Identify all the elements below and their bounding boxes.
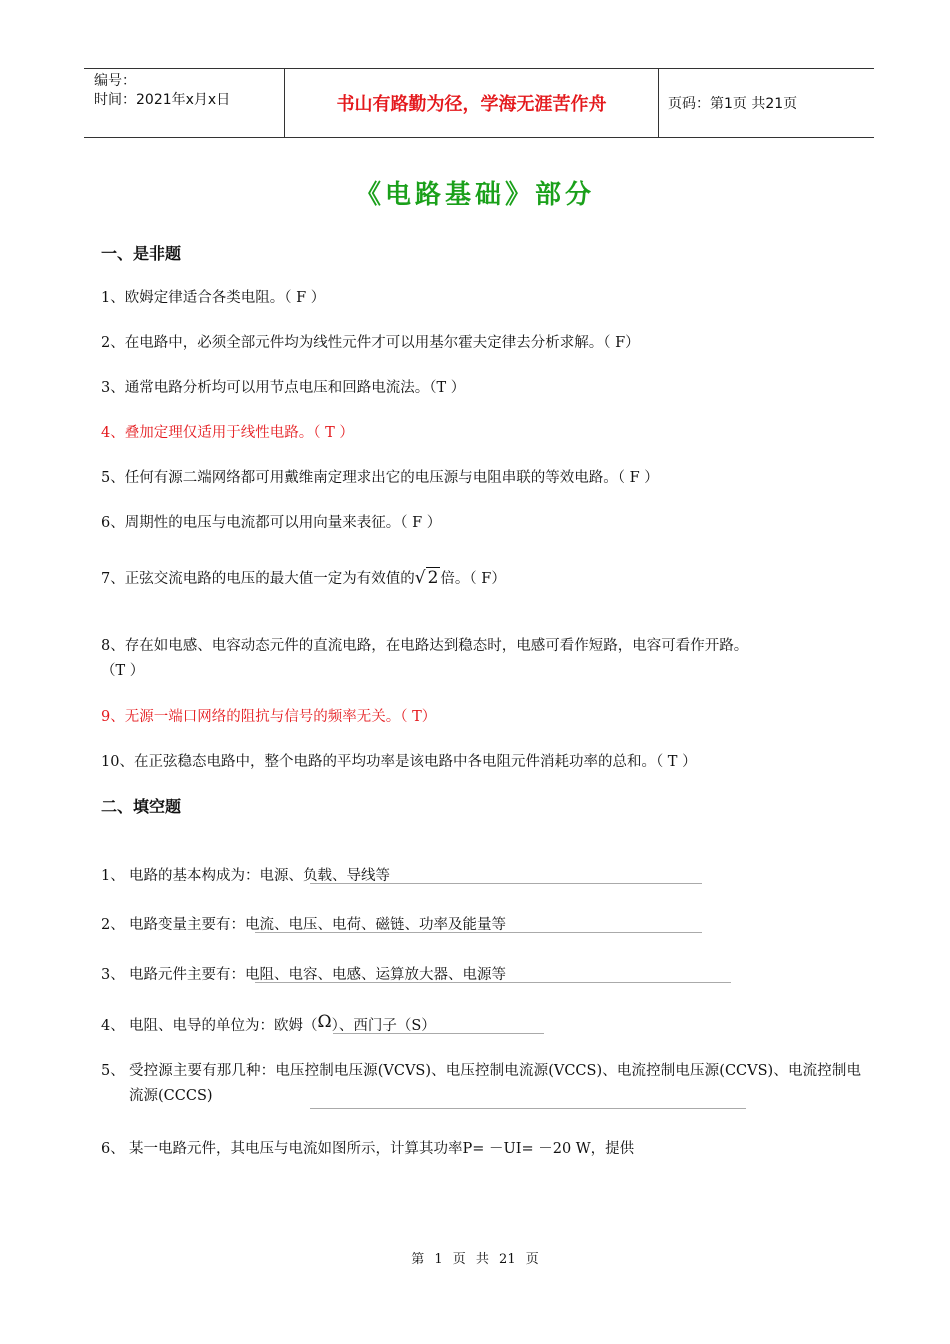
- tf-item-8-line2: （T ）: [101, 663, 145, 679]
- answer-underline: [255, 932, 702, 933]
- section-heading-fill-blank: 二、填空题: [101, 797, 182, 816]
- sqrt-symbol: √ 2: [414, 568, 439, 588]
- tf-item-5: 5、任何有源二端网络都可用戴维南定理求出它的电压源与电阻串联的等效电路。（ F ）: [101, 470, 659, 486]
- tf-item-8-line1: 8、存在如电感、电容动态元件的直流电路，在电路达到稳态时，电感可看作短路，电容可看作开路。: [101, 638, 749, 654]
- fill-item-4-text-a: 电阻、电导的单位为：欧姆（: [129, 1018, 318, 1034]
- answer-underline: [310, 1108, 746, 1109]
- fill-item-4-text-b: ）、西门子（S）: [331, 1018, 436, 1034]
- tf-item-2: 2、在电路中，必须全部元件均为线性元件才可以用基尔霍夫定律去分析求解。（ F）: [101, 335, 640, 351]
- tf-item-4: 4、叠加定理仅适用于线性电路。（ T ）: [101, 425, 354, 441]
- tf-item-6: 6、周期性的电压与电流都可以用向量来表征。（ F ）: [101, 515, 442, 531]
- document-title: 《电路基础》部分: [354, 180, 595, 210]
- fill-item-1-number: 1、: [101, 868, 125, 884]
- fill-item-5-number: 5、: [101, 1063, 125, 1079]
- fill-item-2-number: 2、: [101, 917, 125, 933]
- answer-underline: [255, 982, 731, 983]
- fill-item-4-number: 4、: [101, 1018, 125, 1034]
- header-motto: 书山有路勤为径，学海无涯苦作舟: [285, 69, 659, 137]
- omega-symbol: Ω: [317, 1012, 332, 1032]
- tf-item-3: 3、通常电路分析均可以用节点电压和回路电流法。（T ）: [101, 380, 466, 396]
- tf-item-10: 10、在正弦稳态电路中，整个电路的平均功率是该电路中各电阻元件消耗功率的总和。（ T ）: [101, 754, 697, 770]
- fill-item-2-text: 电路变量主要有：电流、电压、电荷、磁链、功率及能量等: [129, 917, 506, 933]
- fill-item-3-number: 3、: [101, 967, 125, 983]
- answer-underline: [310, 883, 702, 884]
- time-label: 时间：2021年x月x日: [94, 92, 231, 108]
- sqrt-radicand: 2: [427, 568, 439, 588]
- fill-item-6: [101, 1137, 634, 1158]
- section-heading-true-false: 一、是非题: [101, 244, 182, 263]
- tf-item-7-text-a: 7、正弦交流电路的电压的最大值一定为有效值的: [101, 571, 415, 587]
- fill-item-5: [101, 1059, 861, 1109]
- page-header: [84, 68, 874, 138]
- fill-item-3: [101, 963, 506, 984]
- header-meta: [84, 69, 285, 137]
- fill-item-1-text: 电路的基本构成为：电源、负载、导线等: [129, 868, 390, 884]
- fill-item-2: [101, 913, 506, 934]
- header-page-info: 页码：第1页 共21页: [668, 96, 798, 112]
- tf-item-7: [101, 567, 506, 588]
- page-footer: 第 1 页 共 21 页: [411, 1252, 539, 1267]
- fill-item-5-text: 受控源主要有那几种：电压控制电压源(VCVS)、电压控制电流源(VCCS)、电流控制电压源(CCVS)、电流控制电流源(CCCS): [129, 1063, 861, 1104]
- number-label: 编号：: [94, 73, 136, 89]
- fill-item-4: [101, 1014, 436, 1035]
- fill-item-1: [101, 864, 390, 885]
- tf-item-7-text-b: 倍。（ F）: [440, 571, 506, 587]
- fill-item-6-text: 某一电路元件，其电压与电流如图所示，计算其功率P= －UI= －20 W，提供: [129, 1141, 635, 1157]
- tf-item-1: 1、欧姆定律适合各类电阻。（ F ）: [101, 290, 326, 306]
- answer-underline: [333, 1033, 544, 1034]
- fill-item-3-text: 电路元件主要有：电阻、电容、电感、运算放大器、电源等: [129, 967, 506, 983]
- tf-item-9: 9、无源一端口网络的阻抗与信号的频率无关。（ T）: [101, 709, 437, 725]
- fill-item-6-number: 6、: [101, 1141, 125, 1157]
